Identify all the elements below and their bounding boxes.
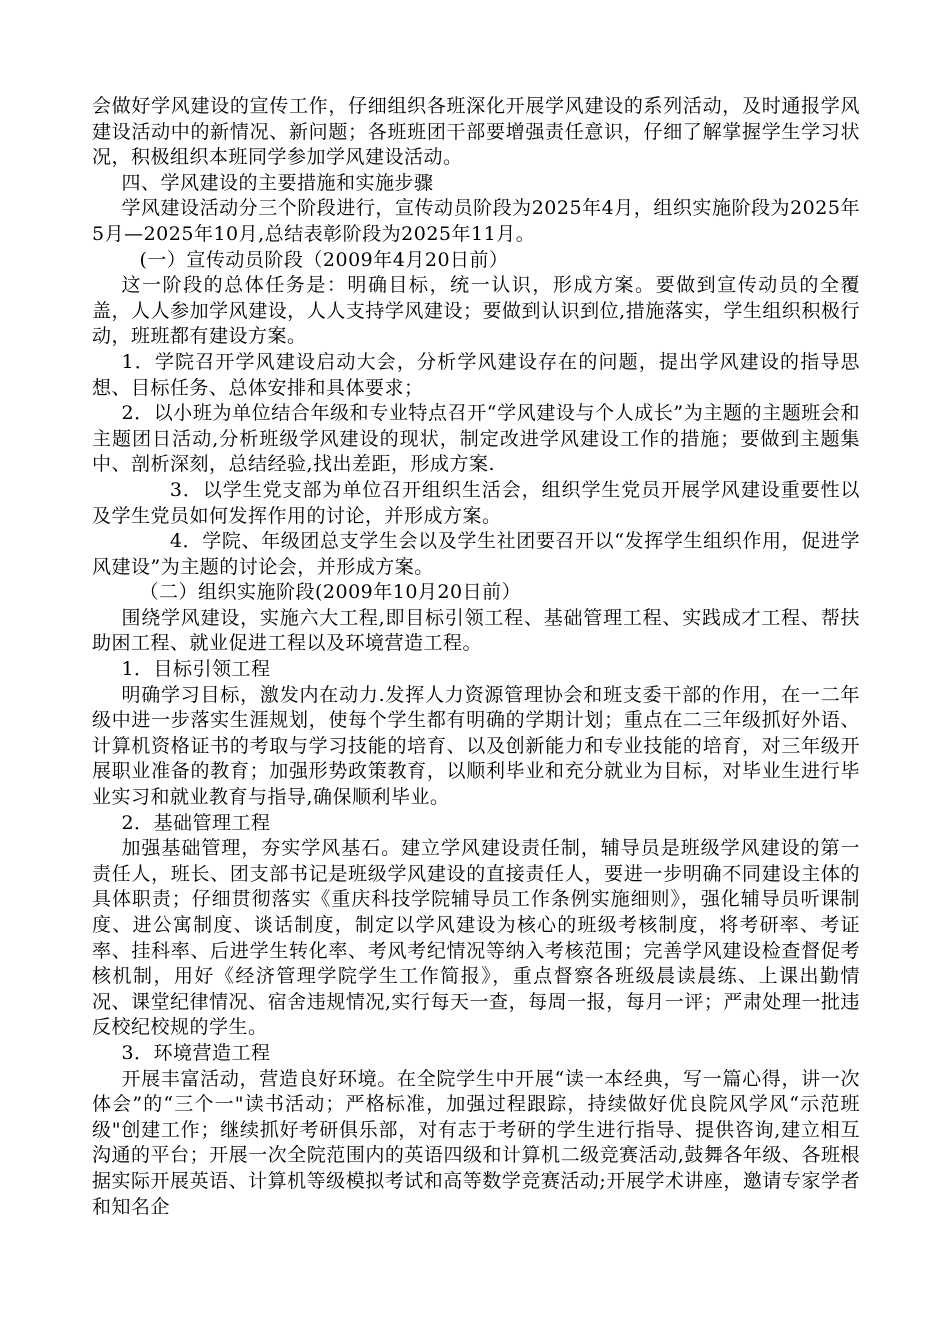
paragraph-project-3: 开展丰富活动，营造良好环境。在全院学生中开展“读一本经典，写一篇心得，讲一次体会”的“三个一"读书活动；严格标准，加强过程跟踪，持续做好优良院风学风“示范班级"创建工作；继续抓好考研俱乐部，对有志于考研的学生进行指导、提供咨询,建立相互沟通的平台；开展一次全院范围内的英语四级和计算机二级竞赛活动,鼓舞各年级、各班根据实际开展英语、计算机等级模拟考试和高等数学竞赛活动;开展学术讲座，邀请专家学者和知名企 — [92, 1067, 860, 1218]
paragraph-project-1: 明确学习目标，激发内在动力.发挥人力资源管理协会和班支委干部的作用，在一二年级中进一步落实生涯规划，使每个学生都有明确的学期计划；重点在二三年级抓好外语、计算机资格证书的考取与学习技能的培育、以及创新能力和专业技能的培育，对三年级开展职业准备的教育；加强形势政策教育，以顺利毕业和充分就业为目标，对毕业生进行毕业实习和就业教育与指导,确保顺利毕业。 — [92, 683, 860, 809]
section-heading-4: 四、学风建设的主要措施和实施步骤 — [121, 171, 434, 194]
list-item-1: 1．学院召开学风建设启动大会，分析学风建设存在的问题，提出学风建设的指导思想、目标任务、总体安排和具体要求； — [92, 350, 860, 399]
paragraph-stage1-task: 这一阶段的总体任务是：明确目标，统一认识，形成方案。要做到宣传动员的全覆盖，人人参加学风建设，人人支持学风建设；要做到认识到位,措施落实，学生组织积极行动，班班都有建设方案。 — [92, 274, 860, 348]
project-heading-1: 1．目标引领工程 — [121, 658, 271, 681]
list-item-2: 2．以小班为单位结合年级和专业特点召开“学风建设与个人成长”为主题的主题班会和主题团日活动,分析班级学风建设的现状，制定改进学风建设工作的措施；要做到主题集中、剖析深刻，总结经验,找出差距，形成方案. — [92, 402, 860, 476]
document-page — [92, 94, 860, 1220]
paragraph-intro-continued: 会做好学风建设的宣传工作，仔细组织各班深化开展学风建设的系列活动，及时通报学风建设活动中的新情况、新问题；各班班团干部要增强责任意识，仔细了解掌握学生学习状况，积极组织本班同学参加学风建设活动。 — [92, 95, 860, 169]
subsection-heading-2: （二）组织实施阶段(2009年10月20日前） — [139, 581, 522, 604]
project-heading-2: 2．基础管理工程 — [121, 811, 271, 834]
paragraph-stages-overview: 学风建设活动分三个阶段进行，宣传动员阶段为2025年4月，组织实施阶段为2025年5月—2025年10月,总结表彰阶段为2025年11月。 — [92, 197, 860, 245]
paragraph-six-projects: 围绕学风建设，实施六大工程,即目标引领工程、基础管理工程、实践成才工程、帮扶助困工程、就业促进工程以及环境营造工程。 — [92, 606, 860, 655]
subsection-heading-1: (一）宣传动员阶段（2009年4月20日前） — [139, 248, 509, 271]
list-item-4: 4．学院、年级团总支学生会以及学生社团要召开以“发挥学生组织作用，促进学风建设”为主题的讨论会，并形成方案。 — [92, 530, 860, 578]
paragraph-project-2: 加强基础管理，夯实学风基石。建立学风建设责任制，辅导员是班级学风建设的第一责任人，班长、团支部书记是班级学风建设的直接责任人，要进一步明确不同建设主体的具体职责；仔细贯彻落实《重庆科技学院辅导员工作条例实施细则》，强化辅导员听课制度、进公寓制度、谈话制度，制定以学风建设为核心的班级考核制度，将考研率、考证率、挂科率、后进学生转化率、考风考纪情况等纳入考核范围；完善学风建设检查督促考核机制，用好《经济管理学院学生工作简报》，重点督察各班级晨读晨练、上课出勤情况、课堂纪律情况、宿舍违规情况,实行每天一查，每周一报，每月一评；严肃处理一批违反校纪校规的学生。 — [92, 837, 860, 1039]
list-item-3: 3．以学生党支部为单位召开组织生活会，组织学生党员开展学风建设重要性以及学生党员如何发挥作用的讨论，并形成方案。 — [92, 478, 860, 527]
project-heading-3: 3．环境营造工程 — [121, 1041, 271, 1064]
